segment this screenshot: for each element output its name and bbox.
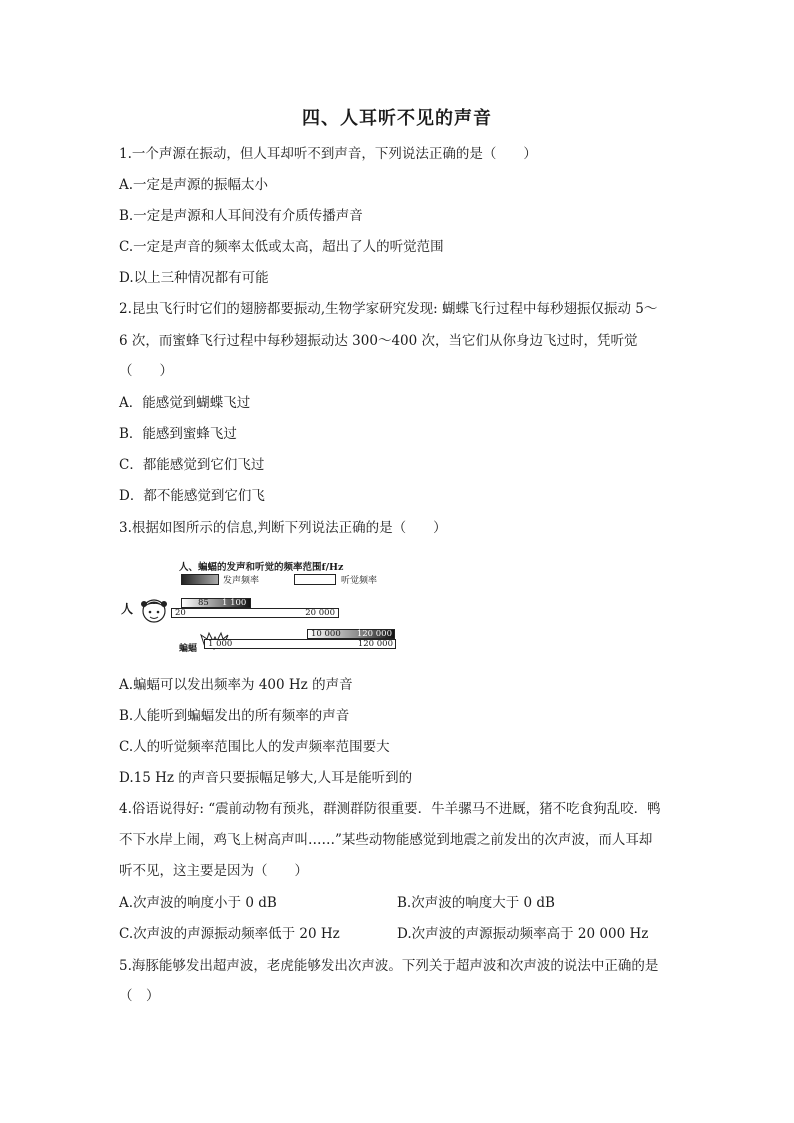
page-title: 四、人耳听不见的声音 [302,108,492,129]
q2-stem-line3: （ ） [119,363,173,379]
legend-emit-label: 发声频率 [223,576,260,586]
q1-option-c: C.一定是声音的频率太低或太高，超出了人的听觉范围 [119,239,444,255]
q3-option-b: B.人能听到蝙蝠发出的所有频率的声音 [119,708,350,724]
q2-stem-line2: 6 次，而蜜蜂飞行过程中每秒翅振动达 300～400 次，当它们从你身边飞过时，凭听觉 [119,333,638,349]
person-hear-bar [171,608,339,618]
bat-hear-bar [204,639,396,649]
bat-emit-bar [307,629,395,639]
q4-stem-line1: 4.俗语说得好: “震前动物有预兆，群测群防很重要．牛羊骡马不进厩，猪不吃食狗乱咬．鸭 [119,801,661,817]
q5-stem-line2: （ ） [119,988,160,1004]
person-emit-high: 1 100 [222,598,247,608]
bat-hear-high: 120 000 [357,639,393,649]
q2-option-d: D．都不能感觉到它们飞 [119,488,265,504]
q2-option-c: C．都能感觉到它们飞过 [119,457,265,473]
legend-hear-label: 听觉频率 [341,576,378,586]
q4-stem-line2: 不下水岸上闹，鸡飞上树高声叫……”某些动物能感觉到地震之前发出的次声波，而人耳却 [119,832,653,848]
q1-option-d: D.以上三种情况都有可能 [119,270,269,286]
legend-hear-swatch [294,574,336,585]
q4-stem-line3: 听不见，这主要是因为（ ） [119,863,308,879]
bat-emit-low: 10 000 [311,629,341,639]
legend-emit-swatch [181,574,219,585]
person-hear-low: 20 [175,608,186,618]
q1-option-a: A.一定是声源的振幅太小 [119,177,269,193]
q5-stem-line1: 5.海豚能够发出超声波，老虎能够发出次声波。下列关于超声波和次声波的说法中正确的是 [119,958,659,974]
bat-emit-high: 120 000 [356,629,392,639]
figure-title: 人、蝙蝠的发声和听觉的频率范围f/Hz [179,562,344,573]
q1-stem: 1.一个声源在振动，但人耳却听不到声音，下列说法正确的是（ ） [119,146,537,162]
q3-option-a: A.蝙蝠可以发出频率为 400 Hz 的声音 [119,677,353,693]
bat-label: 蝙蝠 [179,644,198,654]
q2-option-a: A．能感觉到蝴蝶飞过 [119,395,251,411]
bat-hear-low: 1 000 [208,639,233,649]
person-icon [137,593,171,627]
q3-option-c: C.人的听觉频率范围比人的发声频率范围要大 [119,739,390,755]
person-emit-low: 85 [198,598,209,608]
q3-stem: 3.根据如图所示的信息,判断下列说法正确的是（ ） [119,520,447,536]
q1-option-b: B.一定是声源和人耳间没有介质传播声音 [119,208,363,224]
q4-option-a: A.次声波的响度小于 0 dB [119,895,277,911]
person-label: 人 [121,602,134,616]
person-hear-high: 20 000 [305,608,335,618]
frequency-range-figure [119,553,409,658]
q4-option-c: C.次声波的声源振动频率低于 20 Hz [119,926,340,942]
q4-option-b: B.次声波的响度大于 0 dB [397,895,555,911]
q4-option-d: D.次声波的声源振动频率高于 20 000 Hz [397,926,649,942]
q2-stem-line1: 2.昆虫飞行时它们的翅膀都要振动,生物学家研究发现: 蝴蝶飞行过程中每秒翅振仅振动 5～ [119,301,658,317]
q3-option-d: D.15 Hz 的声音只要振幅足够大,人耳是能听到的 [119,770,413,786]
q2-option-b: B．能感到蜜蜂飞过 [119,426,237,442]
person-emit-bar [181,598,251,608]
